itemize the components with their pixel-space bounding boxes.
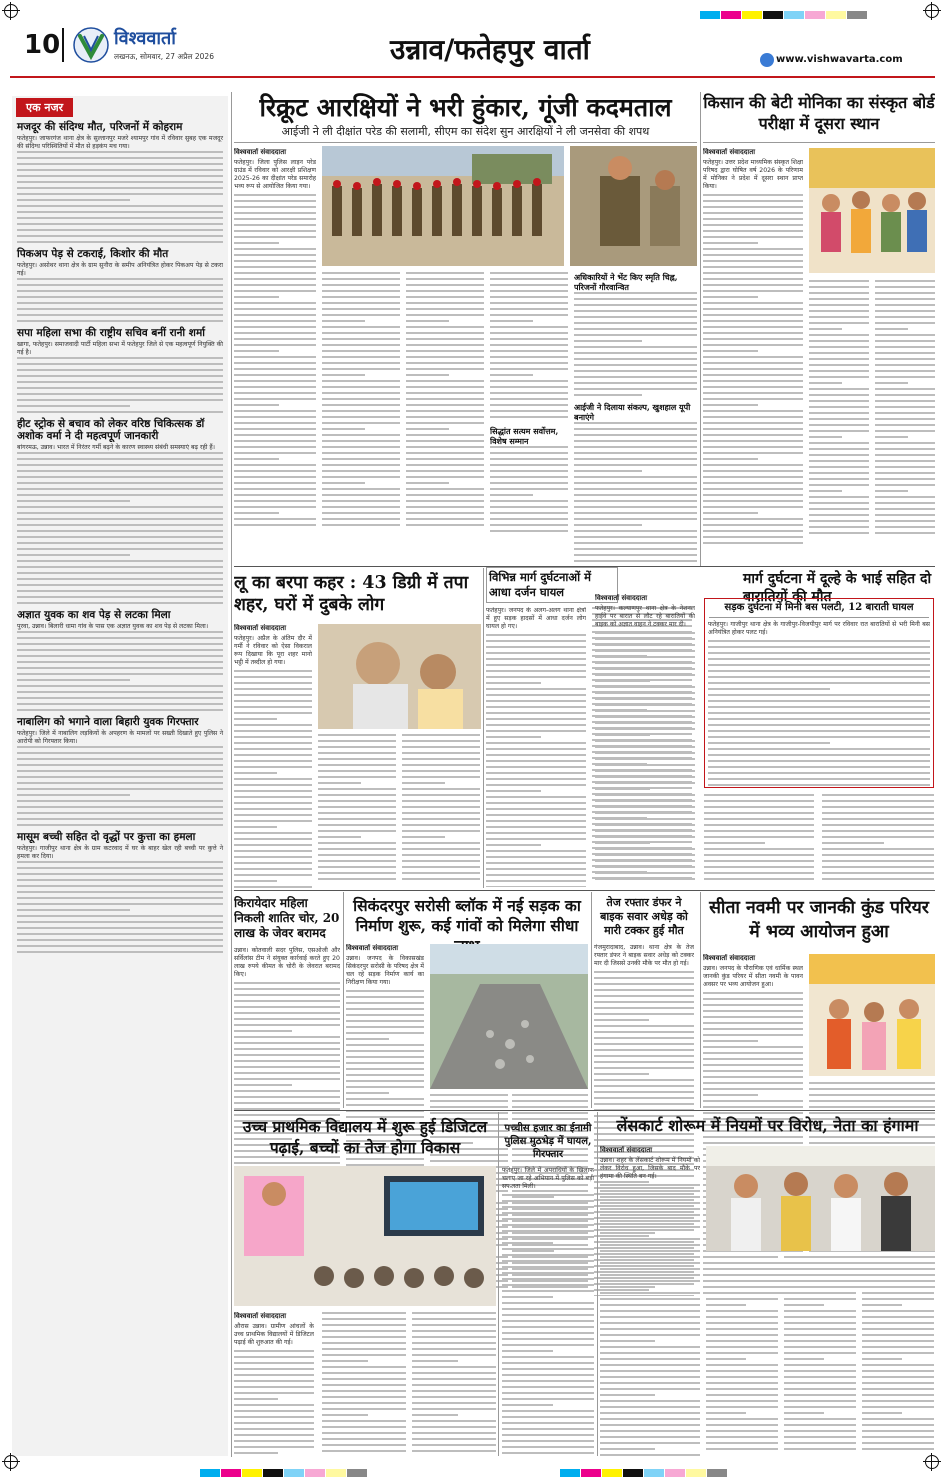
sidebar-item-text: बांगरमऊ, उन्नाव। भारत में निरंतर गर्मी बढ़ने के कारण स्वास्थ्य संबंधी समस्याएं बढ़ रही हैं। [17, 444, 215, 451]
text-block [706, 1256, 778, 1450]
sidebar-item-text: खागा, फतेहपुर। समाजवादी पार्टी महिला सभा में फतेहपुर जिले से एक महत्वपूर्ण नियुक्ति की गई है। [17, 341, 223, 356]
sidebar-item-text: फतेहपुर। जिले में नाबालिग लड़कियों के अपहरण के मामलों पर सख्ती दिखाते हुए पुलिस ने आरोपी को गिरफ्तार किया। [17, 730, 223, 745]
sidebar-item-text: फतेहपुर। असोथर थाना क्षेत्र के ग्राम सुनौरा के समीप अनियंत्रित होकर पिकअप पेड़ से टकरा गई। [17, 262, 223, 277]
school-headline: उच्च प्राथमिक विद्यालय में शुरू हुई डिजिटल पढ़ाई, बच्चों का तेज होगा विकास [242, 1117, 488, 1157]
brand-name: विश्ववार्ता [114, 28, 176, 49]
school-col-3 [412, 1312, 496, 1456]
text-block [600, 1184, 700, 1456]
masthead [0, 0, 945, 92]
text-block [486, 634, 586, 887]
footer-color-bar [560, 1462, 728, 1481]
sidebar-list [12, 121, 228, 953]
masthead-rule [10, 76, 935, 78]
brand-logo-icon [72, 26, 110, 64]
wedding-col-1 [595, 594, 695, 884]
globe-icon [760, 53, 774, 67]
heat-story [234, 572, 481, 888]
text-block [875, 280, 935, 534]
text-block [595, 632, 695, 884]
lenskart-col-1 [600, 1146, 700, 1456]
sidebar-news-item [17, 831, 223, 953]
page-number: 10 [24, 30, 61, 60]
minibus-box [704, 598, 934, 788]
arrest-text: फतेहपुर। जिले में अपराधियों के खिलाफ चलाए जा रहे अभियान में पुलिस को बड़ी सफलता मिली। [502, 1167, 594, 1190]
heat-col-3 [402, 734, 480, 884]
lead-text: फतेहपुर। जिला पुलिस लाइन परेड ग्राउंड में रविवार को आरक्षी प्रशिक्षण 2025-26 का दीक्षांत परेड समारोह भव्य रूप से आयोजित किया गया। [234, 159, 316, 190]
text-block [574, 422, 697, 562]
monika-headline: किसान की बेटी मोनिका का संस्कृत बोर्ड परीक्षा में दूसरा स्थान [703, 93, 935, 133]
divider [498, 1112, 499, 1456]
sidebar-item-title: नाबालिग को भगाने वाला बिहारी युवक गिरफ्तार [17, 716, 199, 728]
text-block [502, 1194, 594, 1456]
text-block [322, 272, 400, 526]
sidebar-item-text: पुरवा, उन्नाव। बिलारी धामा गांव के पास एक अज्ञात युवक का शव पेड़ से लटका मिला। [17, 623, 209, 630]
wedding-headline: मार्ग दुर्घटना में दूल्हे के भाई सहित दो बारातियों की मौत [743, 571, 932, 605]
wedding-col-3 [822, 794, 934, 884]
heat-col-2 [318, 734, 396, 884]
text-block [318, 734, 396, 880]
parade-photo [322, 146, 564, 266]
text-block [17, 357, 223, 413]
section-title: उन्नाव/फतेहपुर वार्ता [390, 33, 590, 66]
lenskart-col-3 [784, 1256, 856, 1456]
divider [343, 892, 344, 1108]
lead-col-2 [322, 272, 400, 532]
heat-byline: विश्ववार्ता संवाददाता [234, 624, 287, 632]
sidebar-item-title: हीट स्ट्रोक से बचाव को लेकर वरिष्ठ चिकित्सक डॉ अशोक वर्मा ने दी महत्वपूर्ण जानकारी [17, 418, 205, 442]
minibus-text: फतेहपुर। गाजीपुर थाना क्षेत्र के गाजीपुर-विजयीपुर मार्ग पर रविवार रात बारातियों से भरी मिनी बस अनियंत्रित होकर पलट गई। [708, 621, 930, 636]
school-byline: विश्ववार्ता संवाददाता [234, 1312, 287, 1320]
minibus-headline: सड़क दुर्घटना में मिनी बस पलटी, 12 बाराती घायल [724, 602, 914, 613]
sidebar-item-title: पिकअप पेड़ से टकराई, किशोर की मौत [17, 248, 169, 260]
text-block [822, 794, 934, 880]
divider [700, 92, 701, 566]
lead-quote-title: सिद्धांत सत्यम सर्वोत्तम, विशेष सम्मान [490, 426, 559, 446]
monika-story [703, 92, 935, 552]
school-story [234, 1116, 496, 1456]
monika-photo [809, 148, 935, 273]
heat-col-1 [234, 624, 312, 888]
sidebar-item-text: फतेहपुर। जाफरगंज थाना क्षेत्र के सुल्तानपुर मजरे श्यामपुर गांव में रविवार सुबह एक मजदूर की संदिग्ध परिस्थितियों में मौत से हड़कंप मच गया। [17, 135, 223, 150]
text-block [234, 194, 316, 528]
wedding-col-2 [704, 794, 814, 884]
sidebar-news-item [17, 609, 223, 711]
lead-col-1 [234, 148, 316, 528]
text-block [322, 1312, 406, 1452]
lead-sub1: अधिकारियों ने भेंट किए स्मृति चिह्न, परिजनों गौरवान्वित [574, 272, 678, 292]
color-bar [700, 4, 868, 23]
text-block [17, 746, 223, 826]
lead-byline: विश्ववार्ता संवाददाता [234, 148, 287, 156]
robbery-text: उन्नाव। कोतवाली सदर पुलिस, एसओजी और सर्विलांस टीम ने संयुक्त कार्रवाई करते हुए 20 लाख रुपये कीमत के चोरी के जेवरात बरामद किए। [234, 947, 340, 978]
road-text: उन्नाव। जनपद के विकासखंड सिकंदरपुर सरोसी के परिषद क्षेत्र में चल रहे सड़क निर्माण कार्य का निरीक्षण किया गया। [346, 955, 424, 986]
registration-mark-icon [4, 4, 18, 18]
lenskart-photo [706, 1146, 935, 1251]
lenskart-headline: लेंसकार्ट शोरूम में नियमों पर विरोध, नेता का हंगामा [616, 1116, 919, 1135]
text-block [703, 194, 803, 548]
sita-headline: सीता नवमी पर जानकी कुंड परियर में भव्य आयोजन हुआ [709, 898, 929, 942]
lenskart-col-4 [862, 1256, 934, 1456]
sita-byline: विश्ववार्ता संवाददाता [703, 954, 756, 962]
divider [234, 1110, 935, 1111]
lenskart-col-2 [706, 1256, 778, 1456]
text-block [574, 292, 697, 402]
text-block [17, 278, 223, 322]
sidebar-news-item [17, 248, 223, 322]
truck-headline: तेज रफ्तार डंफर ने बाइक सवार अधेड़ को मारी टक्कर हुई मौत [600, 896, 688, 937]
text-block [862, 1256, 934, 1450]
road-photo [430, 944, 588, 1089]
relief-headline: विभिन्न मार्ग दुर्घटनाओं में आधा दर्जन घायल [486, 567, 618, 603]
dateline: लखनऊ, सोमवार, 27 अप्रैल 2026 [114, 52, 214, 61]
wedding-text: फतेहपुर। कल्याणपुर थाना क्षेत्र के नेशनल हाईवे पर बारात से लौट रहे बारातियों की बाइक को अज्ञात वाहन ने टक्कर मार दी। [595, 605, 695, 628]
text-block [784, 1256, 856, 1450]
registration-mark-icon [4, 1455, 18, 1469]
lenskart-story [600, 1116, 935, 1456]
monika-byline: विश्ववार्ता संवाददाता [703, 148, 756, 156]
divider [597, 1112, 598, 1456]
monika-col-3 [875, 280, 935, 540]
sita-photo [809, 954, 935, 1076]
relief-text: फतेहपुर। जनपद के अलग-अलग थाना क्षेत्रों में हुए सड़क हादसों में आधा दर्जन लोग घायल हो गए। [486, 607, 586, 630]
truck-text: गंजमुरादाबाद, उन्नाव। थाना क्षेत्र के तेज रफ्तार डंफर ने बाइक सवार अधेड़ को टक्कर मार दी जिससे उनकी मौके पर मौत हो गई। [594, 944, 694, 967]
wedding-byline: विश्ववार्ता संवाददाता [595, 594, 648, 602]
robbery-headline: किरायेदार महिला निकली शातिर चोर, 20 लाख के जेवर बरामद [234, 896, 340, 940]
sidebar-item-title: सपा महिला सभा की राष्ट्रीय सचिव बनीं रानी शर्मा [17, 327, 205, 339]
divider [709, 617, 929, 618]
text-block [17, 452, 223, 604]
sidebar [12, 96, 228, 1456]
divider [234, 890, 935, 891]
arrest-story [502, 1122, 594, 1456]
lead-headline: रिक्रूट आरक्षियों ने भरी हुंकार, गूंजी कदमताल [259, 93, 672, 122]
school-col-1 [234, 1312, 314, 1456]
monika-col-2 [809, 280, 869, 540]
monika-col-1 [703, 148, 803, 548]
lead-col-4 [490, 272, 568, 532]
sidebar-item-title: अज्ञात युवक का शव पेड़ से लटका मिला [17, 609, 171, 621]
divider [700, 892, 701, 1108]
registration-mark-icon [925, 1455, 939, 1469]
website[interactable]: www.vishwavarta.com [776, 54, 903, 65]
officer-photo [570, 146, 697, 266]
lead-story [234, 92, 697, 562]
divider [234, 566, 935, 567]
lead-col-5 [574, 272, 697, 562]
lead-sub2: आईजी ने दिलाया संकल्प, खुशहाल यूपी बनाएंगे [574, 402, 691, 422]
sidebar-news-item [17, 418, 223, 604]
heat-headline: लू का बरपा कहर : 43 डिग्री में तपा शहर, घरों में दुबके लोग [234, 573, 469, 615]
text-block [412, 1312, 496, 1452]
lead-subheadline: आईजी ने ली दीक्षांत परेड की सलामी, सीएम का संदेश सुन आरक्षियों ने ली जनसेवा की शपथ [281, 124, 650, 138]
text-block [234, 670, 312, 888]
sidebar-news-item [17, 121, 223, 243]
school-photo [234, 1166, 496, 1306]
sidebar-label: एक नजर [16, 98, 73, 117]
text-block [490, 272, 568, 422]
registration-mark-icon [925, 4, 939, 18]
relief-col-1 [486, 607, 586, 887]
lead-col-3 [406, 272, 484, 532]
sidebar-news-item [17, 716, 223, 826]
text-block [17, 861, 223, 953]
road-headline: सिकंदरपुर सरोसी ब्लॉक में नई सड़क का निर्माण शुरू, कई गांवों को मिलेगा सीधा [353, 896, 581, 935]
sidebar-item-title: मासूम बच्ची सहित दो वृद्धों पर कुत्ता का हमला [17, 831, 196, 843]
sita-text: उन्नाव। जनपद के पौराणिक एवं धार्मिक स्थल जानकी कुंड परियर में सीता नवमी के पावन अवसर पर भव्य आयोजन हुआ। [703, 965, 803, 988]
sidebar-news-item [17, 327, 223, 413]
masthead-divider [62, 28, 64, 62]
divider [234, 142, 697, 143]
text-block [708, 640, 930, 788]
text-block [406, 272, 484, 526]
text-block [704, 794, 814, 880]
text-block [17, 151, 223, 243]
text-block [490, 446, 568, 532]
text-block [17, 631, 223, 711]
divider [231, 92, 232, 1457]
divider [591, 892, 592, 1108]
sidebar-item-title: मजदूर की संदिग्ध मौत, परिजनों में कोहराम [17, 121, 183, 133]
arrest-headline: पच्चीस हजार का ईनामी पुलिस मुठभेड़ में घायल, गिरफ्तार [504, 1123, 592, 1160]
divider [703, 142, 935, 143]
heat-photo [318, 624, 481, 729]
lenskart-text: उन्नाव। शहर के लेंसकार्ट शोरूम में नियमों को लेकर विरोध हुआ, जिसके बाद मौके पर हंगामा की स्थिति बन गई। [600, 1157, 700, 1180]
lenskart-byline: विश्ववार्ता संवाददाता [600, 1146, 653, 1154]
sidebar-item-text: फतेहपुर। गाजीपुर थाना क्षेत्र के ग्राम कटरवाद में घर के बाहर खेल रही बच्ची पर कुत्ते ने हमला कर दिया। [17, 845, 223, 860]
text-block [402, 734, 480, 880]
divider [483, 568, 484, 888]
footer-color-bar [200, 1462, 368, 1481]
school-col-2 [322, 1312, 406, 1456]
school-text: औरास उन्नाव। ग्रामीण आंचलों के उच्च प्राथमिक विद्यालयों में डिजिटल पढ़ाई की शुरुआत की गई। [234, 1323, 314, 1346]
text-block [809, 280, 869, 534]
monika-text: फतेहपुर। उत्तर प्रदेश माध्यमिक संस्कृत शिक्षा परिषद द्वारा घोषित वर्ष 2026 के परिणाम में मोनिका ने प्रदेश में दूसरा स्थान प्राप्त किया। [703, 159, 803, 190]
text-block [234, 1350, 314, 1456]
road-byline: विश्ववार्ता संवाददाता [346, 944, 399, 952]
heat-text: फतेहपुर। अप्रैल के अंतिम दौर में गर्मी ने रविवार को ऐसा विकराल रूप दिखाया कि पूरा शहर मानो भट्ठी में तब्दील हो गया। [234, 635, 312, 666]
